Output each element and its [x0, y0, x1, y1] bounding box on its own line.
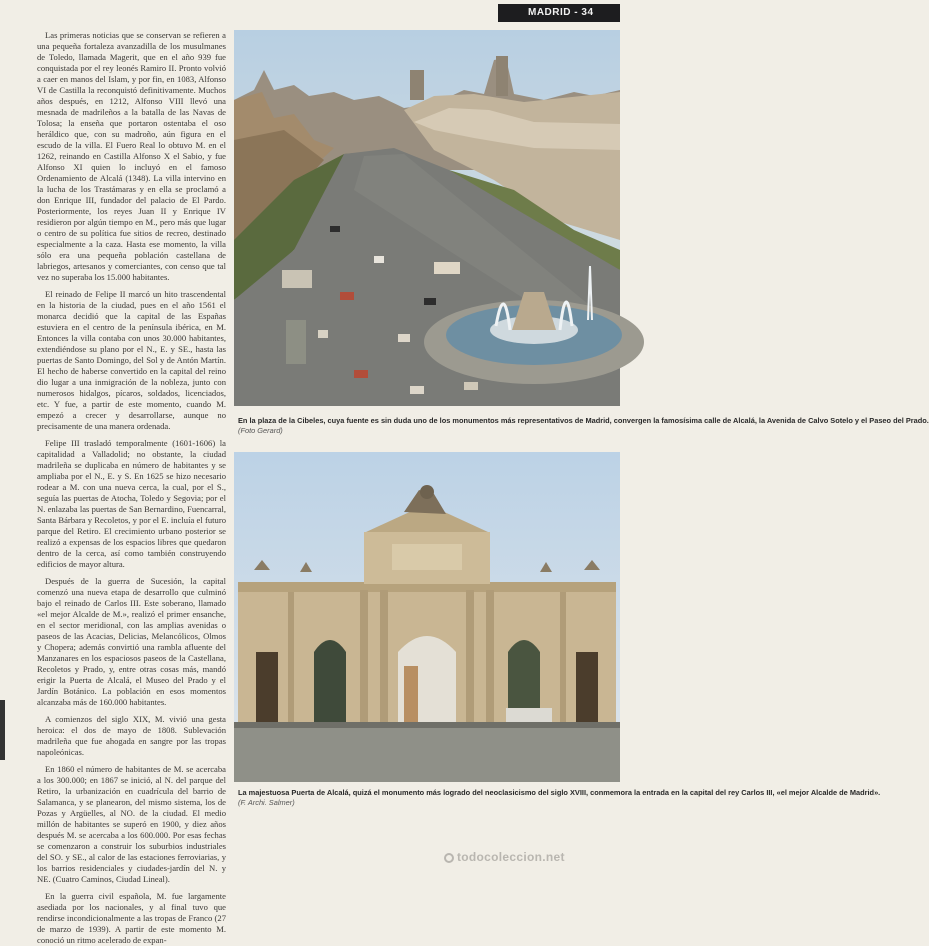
article-paragraph: El reinado de Felipe II marcó un hito trascendental en la historia de la ciudad, pues en el año 1561 el monarca decidió que la capital de las Españas estuviera en el centro de la península ibérica, en M. Entonces la villa contaba con unos 30.000 habitantes, extendiéndose su plano por el N., E. y SE., hasta las puertas de Santo Domingo, del Sol y de Antón Martín. El hecho de haberse convertido en la capital del reino dio lugar a una inmigración de la nobleza, junto con numerosos hidalgos, pícaros, soldados, licenciados, etc. Y fue, a partir de este momento, cuando M. empezó a crecer y desarrollarse, aunque no precisamente de una manera ordenada. [37, 289, 226, 431]
article-paragraph: A comienzos del siglo XIX, M. vivió una gesta heroica: el dos de mayo de 1808. Sublevación madrileña que fue ahogada en sangre por las tropas napoleónicas. [37, 714, 226, 757]
article-paragraph: En 1860 el número de habitantes de M. se acercaba a los 300.000; en 1867 se inició, al N. del parque del Retiro, la urbanización en cuadrícula del barrio de Salamanca, y se planearon, del mismo sistema, los de Pozas y Argüelles, al NO. de la ciudad. El medio millón de habitantes se superó en 1900, y diez años después M. se acercaba a los 600.000. Por esas fechas se comenzaron a construir los suburbios industriales del SO. y SE., al calor de las estaciones ferroviarias, y los barrios residenciales y ciudades-jardín del N. y NE. (Cuatro Caminos, Ciudad Lineal). [37, 764, 226, 884]
cibeles-caption-text: En la plaza de la Cibeles, cuya fuente es sin duda uno de los monumentos más representativos de Madrid, convergen la famosísima calle de Alcalá, la Avenida de Calvo Sotelo y el Paseo del Prado. [238, 416, 929, 425]
article-text-column [37, 30, 226, 945]
puerta-de-alcala-caption [238, 788, 881, 808]
cibeles-caption [238, 416, 929, 436]
cibeles-photo-credit: (Foto Gerard) [238, 426, 283, 435]
watermark [444, 850, 565, 864]
article-paragraph: En la guerra civil española, M. fue largamente asediada por los nacionales, y al final tuvo que rendirse incondicionalmente a las tropas de Franco (27 de marzo de 1939). A partir de este momento M. conoció un ritmo acelerado de expan- [37, 891, 226, 945]
margin-mark [0, 700, 5, 760]
running-header: MADRID - 34 [498, 4, 620, 22]
article-paragraph: Las primeras noticias que se conservan se refieren a una pequeña fortaleza avanzadilla de los musulmanes de Toledo, llamada Magerit, que en el año 939 fue conquistada por el rey leonés Ramiro II. Pronto volvió a caer en manos del Islam, y por fin, en 1083, Alfonso VI de Castilla la reconquistó definitivamente. Muchos años después, en 1212, Alfonso VIII llevó una mesnada de madrileños a la batalla de las Navas de Tolosa; la enseña que portaron ostentaba el oso heráldico que, con su madroño, aún figura en el escudo de la villa. El Fuero Real lo obtuvo M. en el 1262, reinando en Castilla Alfonso X el Sabio, y fue Alfonso XI quien lo incluyó en el famoso Ordenamiento de Alcalá (1348). La villa intervino en la lucha de los Trastámaras y en ella se proclamó a don Enrique III, fundador del palacio de El Pardo. Posteriormente, los reyes Juan II y Enrique IV residieron por algún tiempo en M., pero más que lugar o centro de su política fue sitios de recreo, destinado especialmente a la caza. Hasta ese momento, la villa sólo era una pequeña población castellana de labriegos, artesanos y comerciantes, con censo que tal vez no superaba los 15.000 habitantes. [37, 30, 226, 282]
watermark-text: todocoleccion.net [457, 850, 565, 864]
puerta-de-alcala-caption-text: La majestuosa Puerta de Alcalá, quizá el monumento más logrado del neoclasicismo del siglo XVIII, conmemora la entrada en la capital del rey Carlos III, «el mejor Alcalde de Madrid». [238, 788, 881, 797]
article-paragraph: Felipe III trasladó temporalmente (1601-1606) la capitalidad a Valladolid; no obstante, la ciudad madrileña se duplicaba en número de habitantes y se ampliaba por el N., E. y S. En 1625 se hizo necesario rodear a M. con una nueva cerca, la cual, por el S., seguía las puertas de Atocha, Toledo y Segovia; por el N. enlazaba las puertas de San Bernardino, Fuencarral, Santa Bárbara y Recoletos, y por el E. incluía el futuro parque del Retiro. El crecimiento urbano posterior se realizó a expensas de los espacios libres que quedaron dentro de la cerca, así como también construyendo edificios de mayor altura. [37, 438, 226, 569]
article-paragraph: Después de la guerra de Sucesión, la capital comenzó una nueva etapa de desarrollo que culminó bajo el reinado de Carlos III. Este soberano, llamado «el mejor Alcalde de M.», realizó el primer ensanche, en el sector meridional, con las amplias avenidas o paseos de las Acacias, Delicias, Melancólicos, Olmos y Chopera; además convirtió una rambla afluente del Manzanares en los espaciosos paseos de la Castellana, Recoletos y Prado, y, entre otras cosas más, mandó erigir la Puerta de Alcalá, el Museo del Prado y el Jardín Botánico. La población en esos momentos alcanzaba más de 160.000 habitantes. [37, 576, 226, 707]
watermark-logo-icon [444, 853, 454, 863]
puerta-de-alcala-photo-credit: (F. Archi. Salmer) [238, 798, 295, 807]
cibeles-photo [234, 30, 620, 406]
puerta-de-alcala-photo [234, 452, 620, 782]
